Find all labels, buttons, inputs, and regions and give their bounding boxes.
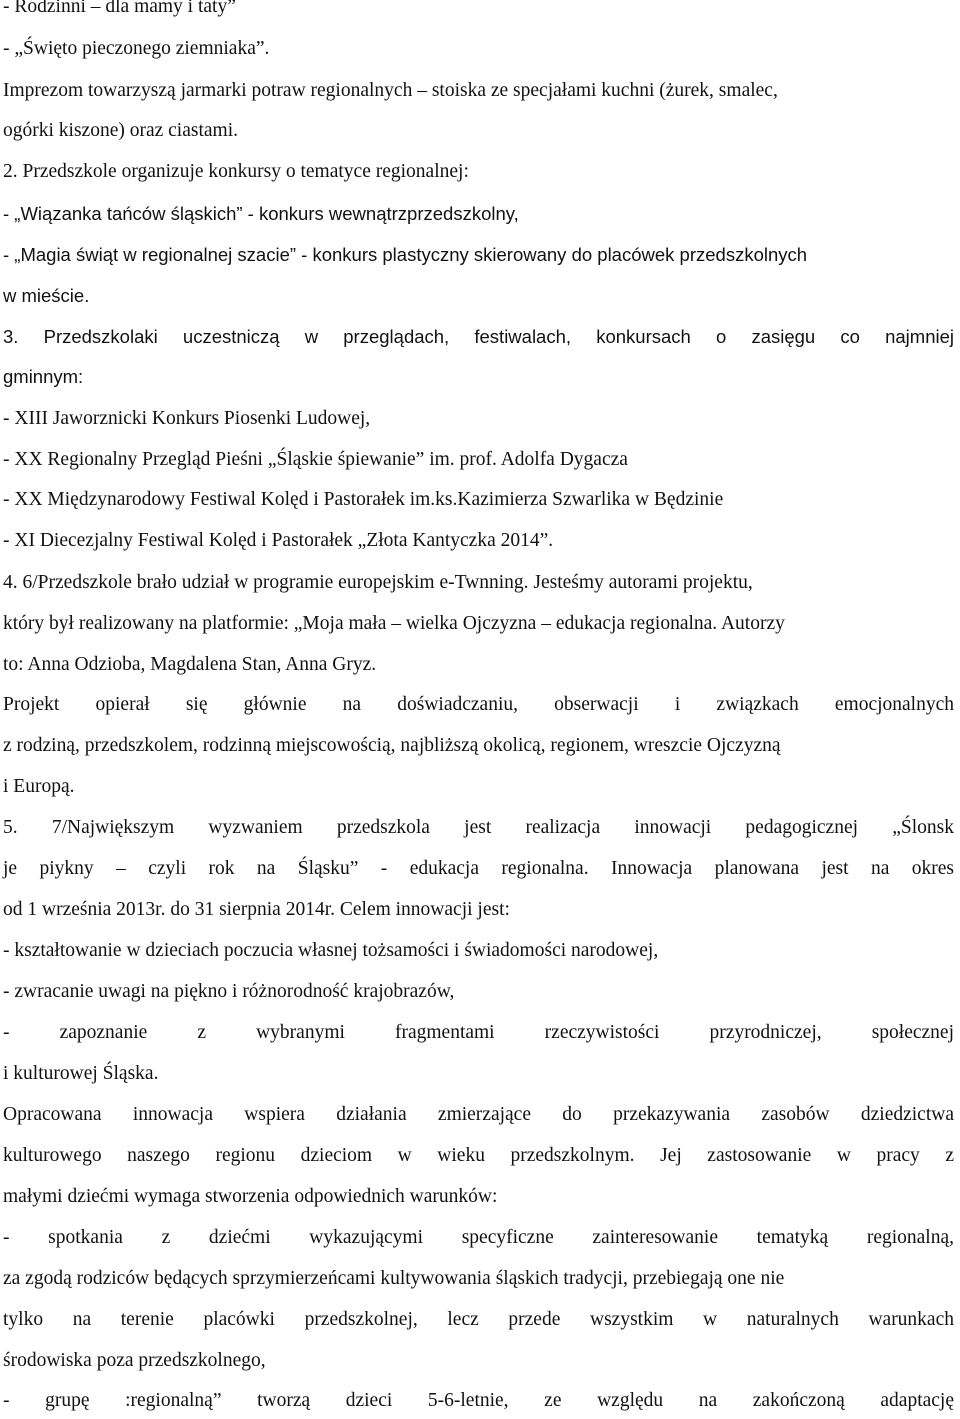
text-line: - XX Regionalny Przegląd Pieśni „Śląskie śpiewanie” im. prof. Adolfa Dygacza xyxy=(3,449,628,470)
text-line: Projekt opierał się głównie na doświadczaniu, obserwacji i związkach emocjonalnych xyxy=(3,694,954,715)
text-line: od 1 września 2013r. do 31 sierpnia 2014r. Celem innowacji jest: xyxy=(3,899,510,920)
list-item-5: 5. 7/Największym wyzwaniem przedszkola jest realizacja innowacji pedagogicznej „Ślonsk xyxy=(3,817,954,838)
list-item-2: 2. Przedszkole organizuje konkursy o tematyce regionalnej: xyxy=(3,161,469,182)
text-line: małymi dziećmi wymaga stworzenia odpowiednich warunków: xyxy=(3,1186,498,1207)
text-line: ogórki kiszone) oraz ciastami. xyxy=(3,120,238,141)
text-line: i kulturowej Śląska. xyxy=(3,1063,159,1084)
text-line: - zapoznanie z wybranymi fragmentami rzeczywistości przyrodniczej, społecznej xyxy=(3,1022,954,1043)
text-line: - zwracanie uwagi na piękno i różnorodność krajobrazów, xyxy=(3,981,455,1002)
text-line: za zgodą rodziców będących sprzymierzeńcami kultywowania śląskich tradycji, przebiegają one nie xyxy=(3,1268,785,1289)
text-line: środowiska poza przedszkolnego, xyxy=(3,1350,266,1371)
text-line: w mieście. xyxy=(3,285,90,306)
text-line: tylko na terenie placówki przedszkolnej, lecz przede wszystkim w naturalnych warunkach xyxy=(3,1309,954,1330)
text-line: - spotkania z dziećmi wykazującymi specyficzne zainteresowanie tematyką regionalną, xyxy=(3,1227,954,1248)
text-line: - „Święto pieczonego ziemniaka”. xyxy=(3,38,270,59)
text-line: - Rodzinni – dla mamy i taty” xyxy=(3,0,236,17)
text-line: je piykny – czyli rok na Śląsku” - edukacja regionalna. Innowacja planowana jest na okres xyxy=(3,858,954,879)
text-line: - XIII Jaworznicki Konkurs Piosenki Ludowej, xyxy=(3,408,371,429)
text-line: z rodziną, przedszkolem, rodzinną miejscowością, najbliższą okolicą, regionem, wreszcie Ojczyzną xyxy=(3,735,781,756)
text-line: i Europą. xyxy=(3,776,75,797)
list-item-4: 4. 6/Przedszkole brało udział w programie europejskim e-Twnning. Jesteśmy autorami projektu, xyxy=(3,572,753,593)
text-line: który był realizowany na platformie: „Moja mała – wielka Ojczyzna – edukacja regionalna. Autorzy xyxy=(3,613,785,634)
text-line: Imprezom towarzyszą jarmarki potraw regionalnych – stoiska ze specjałami kuchni (żurek, smalec, xyxy=(3,80,778,101)
text-line: to: Anna Odzioba, Magdalena Stan, Anna Gryz. xyxy=(3,654,377,675)
text-line: - XX Międzynarodowy Festiwal Kolęd i Pastorałek im.ks.Kazimierza Szwarlika w Będzinie xyxy=(3,489,724,510)
text-line: - „Wiązanka tańców śląskich” - konkurs wewnątrzprzedszkolny, xyxy=(3,203,519,224)
text-line: gminnym: xyxy=(3,366,84,387)
text-line: Opracowana innowacja wspiera działania zmierzające do przekazywania zasobów dziedzictwa xyxy=(3,1104,954,1125)
text-line: - grupę :regionalną” tworzą dzieci 5-6-letnie, ze względu na zakończoną adaptację xyxy=(3,1390,954,1411)
text-line: - kształtowanie w dzieciach poczucia własnej tożsamości i świadomości narodowej, xyxy=(3,940,659,961)
text-line: - XI Diecezjalny Festiwal Kolęd i Pastorałek „Złota Kantyczka 2014”. xyxy=(3,530,554,551)
text-line: kulturowego naszego regionu dzieciom w wieku przedszkolnym. Jej zastosowanie w pracy z xyxy=(3,1145,954,1166)
text-line: - „Magia świąt w regionalnej szacie” - konkurs plastyczny skierowany do placówek przedszkolnych xyxy=(3,244,808,265)
list-item-3: 3. Przedszkolaki uczestniczą w przeglądach, festiwalach, konkursach o zasięgu co najmniej xyxy=(3,326,954,347)
